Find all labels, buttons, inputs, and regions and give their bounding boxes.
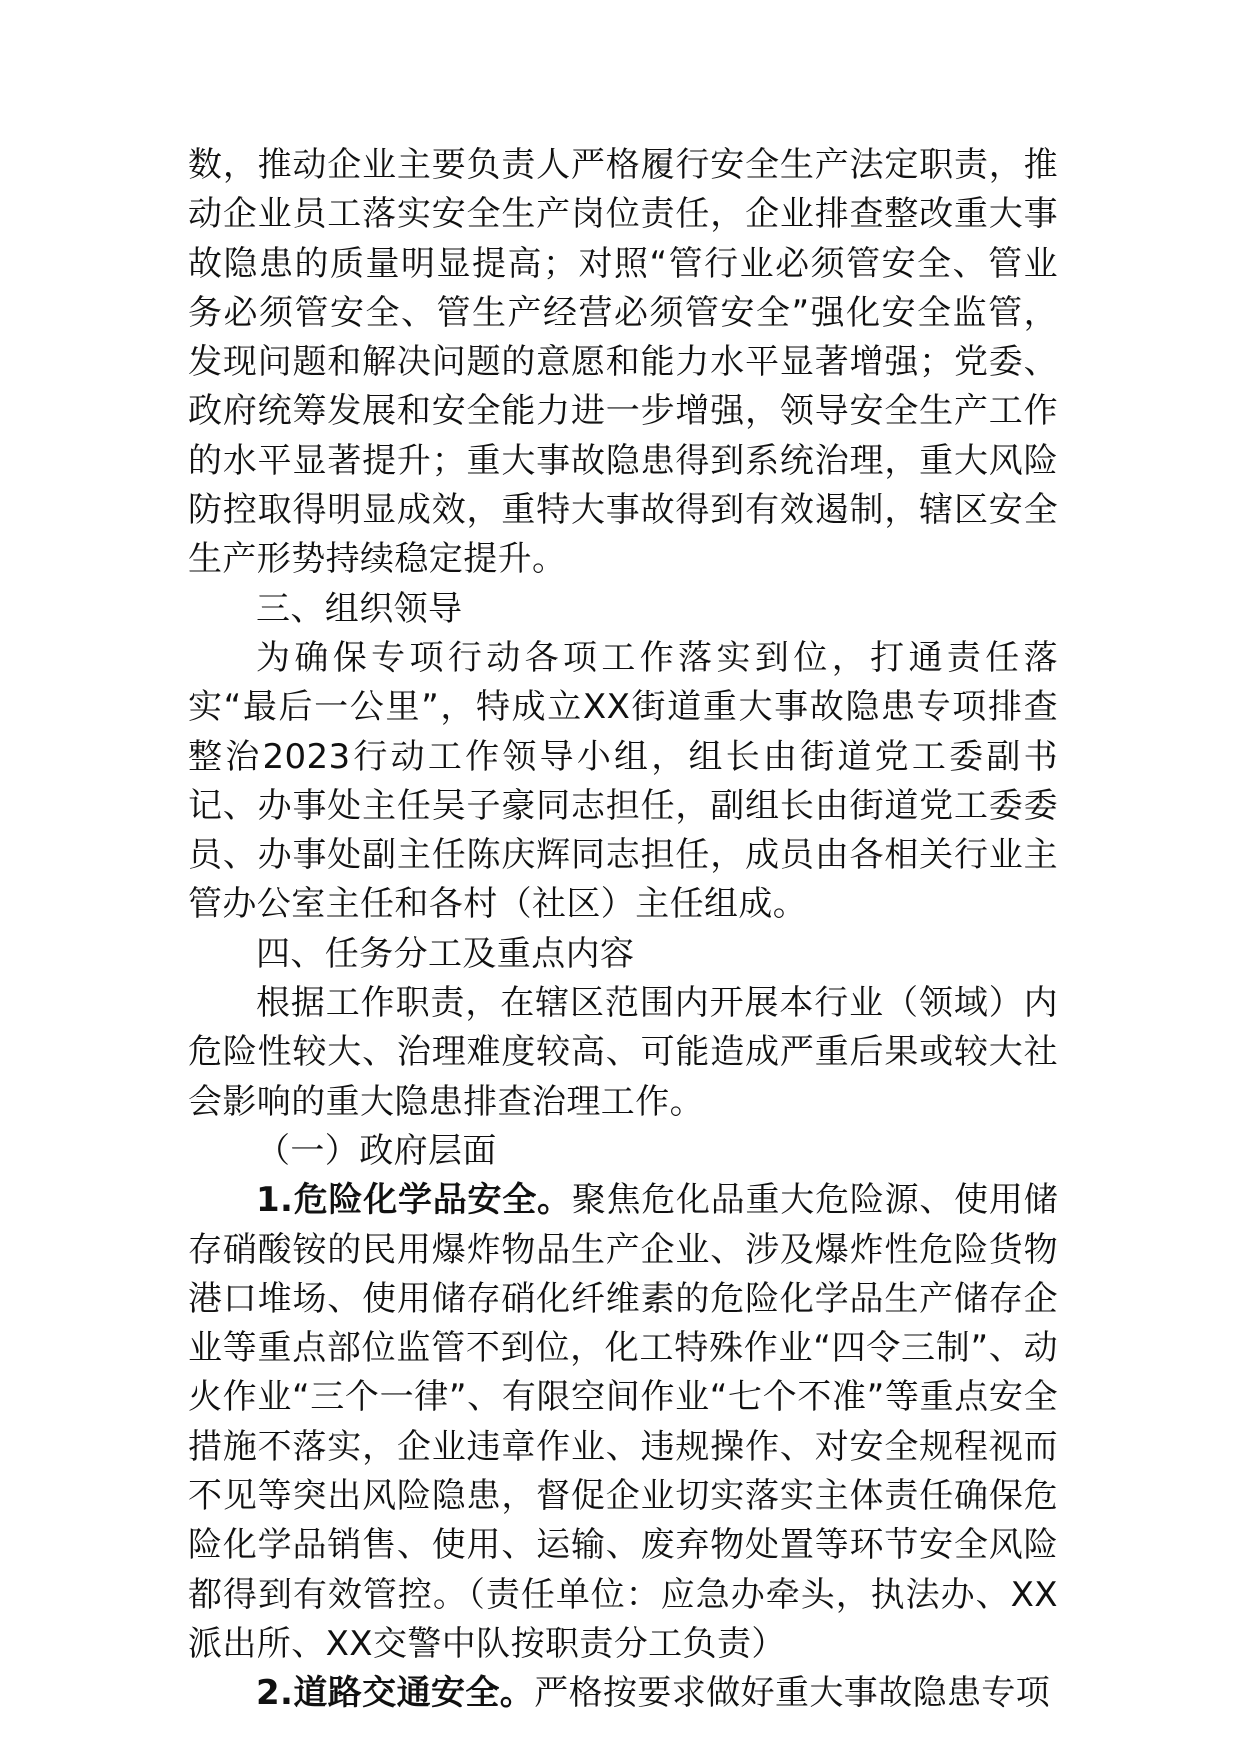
section-heading-tasks: 四、任务分工及重点内容 bbox=[256, 933, 635, 974]
document-page bbox=[188, 141, 1058, 1719]
item-hazardous-chemicals bbox=[188, 1176, 1058, 1669]
item-road-traffic-title: 2.道路交通安全。 bbox=[256, 1673, 535, 1714]
subsection-heading-government: （一）政府层面 bbox=[256, 1130, 497, 1171]
paragraph-leadership-group: 为确保专项行动各项工作落实到位，打通责任落实“最后一公里”，特成立XX街道重大事故隐患专项排查整治2023行动工作领导小组，组长由街道党工委副书记、办事处主任吴子豪同志担任，副组长由街道党工委委员、办事处副主任陈庆辉同志担任，成员由各相关行业主管办公室主任和各村（社区）主任组成。 bbox=[188, 637, 1058, 925]
item-hazardous-chemicals-title: 1.危险化学品安全。 bbox=[256, 1180, 572, 1221]
item-road-traffic bbox=[188, 1669, 1058, 1718]
item-road-traffic-body: 严格按要求做好重大事故隐患专项 bbox=[534, 1673, 1051, 1714]
section-heading-organization: 三、组织领导 bbox=[256, 588, 463, 629]
item-hazardous-chemicals-body: 聚焦危化品重大危险源、使用储存硝酸铵的民用爆炸物品生产企业、涉及爆炸性危险货物港口堆场、使用储存硝化纤维素的危险化学品生产储存企业等重点部位监管不到位，化工特殊作业“四令三制”、动火作业“三个一律”、有限空间作业“七个不准”等重点安全措施不落实，企业违章作业、违规操作、对安全规程视而不见等突出风险隐患，督促企业切实落实主体责任确保危险化学品销售、使用、运输、废弃物处置等环节安全风险都得到有效管控。（责任单位：应急办牵头，执法办、XX派出所、XX交警中队按职责分工负责） bbox=[188, 1180, 1058, 1664]
paragraph-responsibilities: 根据工作职责，在辖区范围内开展本行业（领域）内危险性较大、治理难度较高、可能造成严重后果或较大社会影响的重大隐患排查治理工作。 bbox=[188, 983, 1058, 1122]
paragraph-safety-goals: 数，推动企业主要负责人严格履行安全生产法定职责，推动企业员工落实安全生产岗位责任，企业排查整改重大事故隐患的质量明显提高；对照“管行业必须管安全、管业务必须管安全、管生产经营必须管安全”强化安全监管，发现问题和解决问题的意愿和能力水平显著增强；党委、政府统筹发展和安全能力进一步增强，领导安全生产工作的水平显著提升；重大事故隐患得到系统治理，重大风险防控取得明显成效，重特大事故得到有效遏制，辖区安全生产形势持续稳定提升。 bbox=[188, 145, 1058, 580]
